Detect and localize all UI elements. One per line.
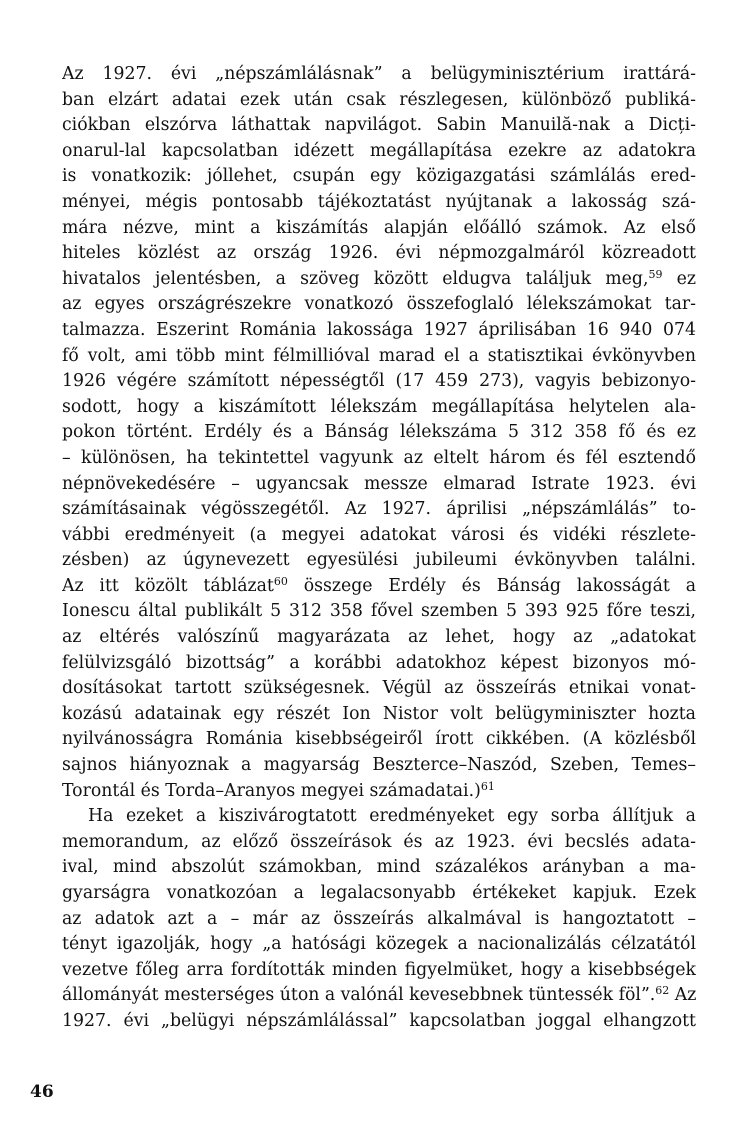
text-line-19: vábbi eredményeit (a megyei adatokat városi és vidéki részlete- <box>62 524 696 545</box>
text-line-22: Ionescu által publikált 5 312 358 fővel szemben 5 393 925 főre teszi, <box>62 601 696 622</box>
page-body <box>62 62 696 1035</box>
text-line-28: sajnos hiányoznak a magyarság Beszterce–Naszód, Szeben, Temes– <box>62 755 696 776</box>
text-line-13: 1926 végére számított népességtől (17 459 273), vagyis bebizonyo- <box>62 371 696 392</box>
text-line-8: hiteles közlést az ország 1926. évi népmozgalmáról közreadott <box>62 243 696 264</box>
text-line-7: mára nézve, mint a kiszámítás alapján előálló számok. Az első <box>62 217 696 238</box>
text-line-3: ciókban elszórva láthattak napvilágot. Sabin Manuilă-nak a Dicți- <box>62 115 696 136</box>
text-line-9: hivatalos jelentésben, a szöveg között eldugva találjuk meg,$^{59}$ ez <box>62 267 696 289</box>
text-line-17: népnövekedésére – ugyancsak messze elmarad Istrate 1923. évi <box>62 473 696 494</box>
text-line-37: állományát mesterséges úton a valónál kevesebbnek tüntessék föl”.$^{62}$ Az <box>62 984 696 1006</box>
text-line-32: ival, mind abszolút számokban, mind százalékos arányban a ma- <box>62 857 696 878</box>
text-line-11: talmazza. Eszerint Románia lakossága 1927 áprilisában 16 940 074 <box>62 319 696 340</box>
text-line-24: felülvizsgáló bizottság” a korábbi adatokhoz képest bizonyos mó- <box>62 652 696 673</box>
text-line-16: – különösen, ha tekintettel vagyunk az eltelt három és fél esztendő <box>62 447 696 468</box>
text-line-20: zésben) az úgynevezett egyesülési jubileumi évkönyvben találni. <box>62 550 696 571</box>
text-line-21: Az itt közölt táblázat$^{60}$ összege Erdély és Bánság lakosságát a <box>62 574 696 596</box>
page-number: 46 <box>30 1082 54 1102</box>
text-line-25: dosításokat tartott szükségesnek. Végül az összeírás etnikai vonat- <box>62 678 696 699</box>
footnote-ref-59: 59 <box>648 267 663 281</box>
text-line-5: is vonatkozik: jóllehet, csupán egy közigazgatási számlálás ered- <box>62 166 696 187</box>
text-line-30: Ha ezeket a kiszivárogtatott eredményeket egy sorba állítjuk a <box>88 806 696 827</box>
text-line-36: vezetve főleg arra fordították minden figyelmüket, hogy a kisebbségek <box>62 959 696 980</box>
footnote-ref-61: 61 <box>480 779 495 793</box>
text-line-6: ményei, mégis pontosabb tájékoztatást nyújtanak a lakosság szá- <box>62 191 696 212</box>
text-line-31: memorandum, az előző összeírások és az 1923. évi becslés adata- <box>62 831 696 852</box>
text-line-38: 1927. évi „belügyi népszámlálással” kapcsolatban joggal elhangzott <box>62 1010 696 1031</box>
text-line-26: kozású adatainak egy részét Ion Nistor volt belügyminiszter hozta <box>62 703 696 724</box>
text-line-12: fő volt, ami több mint félmillióval marad el a statisztikai évkönyvben <box>62 345 696 366</box>
text-line-35: tényt igazolják, hogy „a hatósági közegek a nacionalizálás célzatától <box>62 934 696 955</box>
text-line-34: az adatok azt a – már az összeírás alkalmával is hangoztatott – <box>62 908 696 929</box>
text-line-4: onarul-lal kapcsolatban idézett megállapítása ezekre az adatokra <box>62 140 696 161</box>
footnote-ref-62: 62 <box>655 984 670 998</box>
text-line-10: az egyes országrészekre vonatkozó összefoglaló lélekszámokat tar- <box>62 294 696 315</box>
text-line-1: Az 1927. évi „népszámlálásnak” a belügyminisztérium irattárá- <box>62 64 696 84</box>
text-line-15: pokon történt. Erdély és a Bánság lélekszáma 5 312 358 fő és ez <box>62 422 696 443</box>
text-line-18: számításainak végösszegétől. Az 1927. áprilisi „népszámlálás” to- <box>62 499 696 520</box>
text-line-23: az eltérés valószínű magyarázata az lehet, hogy az „adatokat <box>62 627 696 648</box>
text-line-2: ban elzárt adatai ezek után csak részlegesen, különböző publiká- <box>62 89 696 110</box>
footnote-ref-60: 60 <box>273 574 288 588</box>
text-line-27: nyilvánosságra Románia kisebbségeiről írott cikkében. (A közlésből <box>62 729 696 750</box>
text-line-14: sodott, hogy a kiszámított lélekszám megállapítása helytelen ala- <box>62 396 696 417</box>
text-line-29: Torontál és Torda–Aranyos megyei számadatai.)$^{61}$ <box>62 779 495 801</box>
text-line-33: gyarságra vonatkozóan a legalacsonyabb értékeket kapjuk. Ezek <box>62 883 696 903</box>
